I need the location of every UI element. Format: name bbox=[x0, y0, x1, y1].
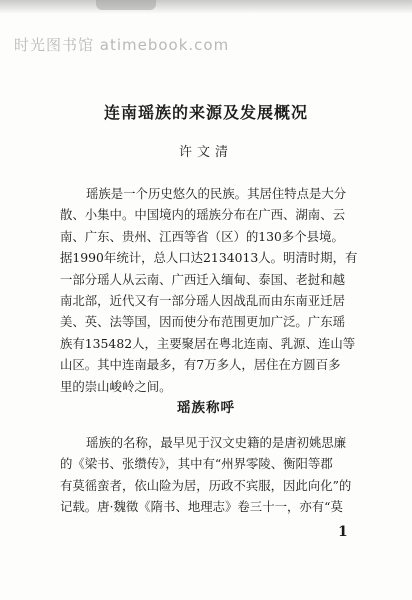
text-line: 南北部，近代又有一部分瑶人因战乱而由东南亚迁居 bbox=[60, 293, 345, 309]
text-line: 瑶族的名称，最早见于汉文史籍的是唐初姚思廉 bbox=[86, 435, 347, 450]
text-line: 散、小集中。中国境内的瑶族分布在广西、湖南、云 bbox=[60, 207, 345, 223]
text-line: 瑶族是一个历史悠久的民族。其居住特点是大分 bbox=[86, 186, 347, 201]
section-paragraph bbox=[60, 432, 360, 518]
page-number: 1 bbox=[338, 524, 348, 540]
article-author: 许文清 bbox=[178, 145, 233, 160]
watermark: 时光图书馆 atimebook.com bbox=[14, 36, 230, 54]
text-line: 据1990年统计，总人口达2134013人。明清时期，有 bbox=[60, 250, 358, 266]
scan-smudge bbox=[96, 0, 156, 10]
scan-edge bbox=[0, 0, 412, 14]
section-heading: 瑶族称呼 bbox=[177, 400, 235, 416]
article-title: 连南瑶族的来源及发展概况 bbox=[103, 103, 308, 122]
text-line: 记载。唐·魏徵《隋书、地理志》卷三十一，亦有“莫 bbox=[60, 499, 343, 515]
text-line: 的《梁书、张缵传》，其中有“州界零陵、衡阳等郡 bbox=[60, 456, 333, 472]
text-line: 里的崇山峻岭之间。 bbox=[60, 378, 172, 394]
text-line: 一部分瑶人从云南、广西迁入缅甸、泰国、老挝和越 bbox=[60, 271, 345, 287]
text-line: 美、英、法等国，因而使分布范围更加广泛。广东瑶 bbox=[60, 314, 345, 330]
text-line: 有莫徭蛮者，依山险为居，历政不宾服，因此向化”的 bbox=[60, 477, 352, 493]
intro-paragraph bbox=[60, 183, 360, 397]
text-line: 南、广东、贵州、江西等省（区）的130多个县境。 bbox=[60, 228, 344, 244]
text-line: 山区。其中连南最多，有7万多人，居住在方圆百多 bbox=[60, 357, 341, 373]
text-line: 族有135482人，主要聚居在粤北连南、乳源、连山等 bbox=[60, 335, 356, 351]
